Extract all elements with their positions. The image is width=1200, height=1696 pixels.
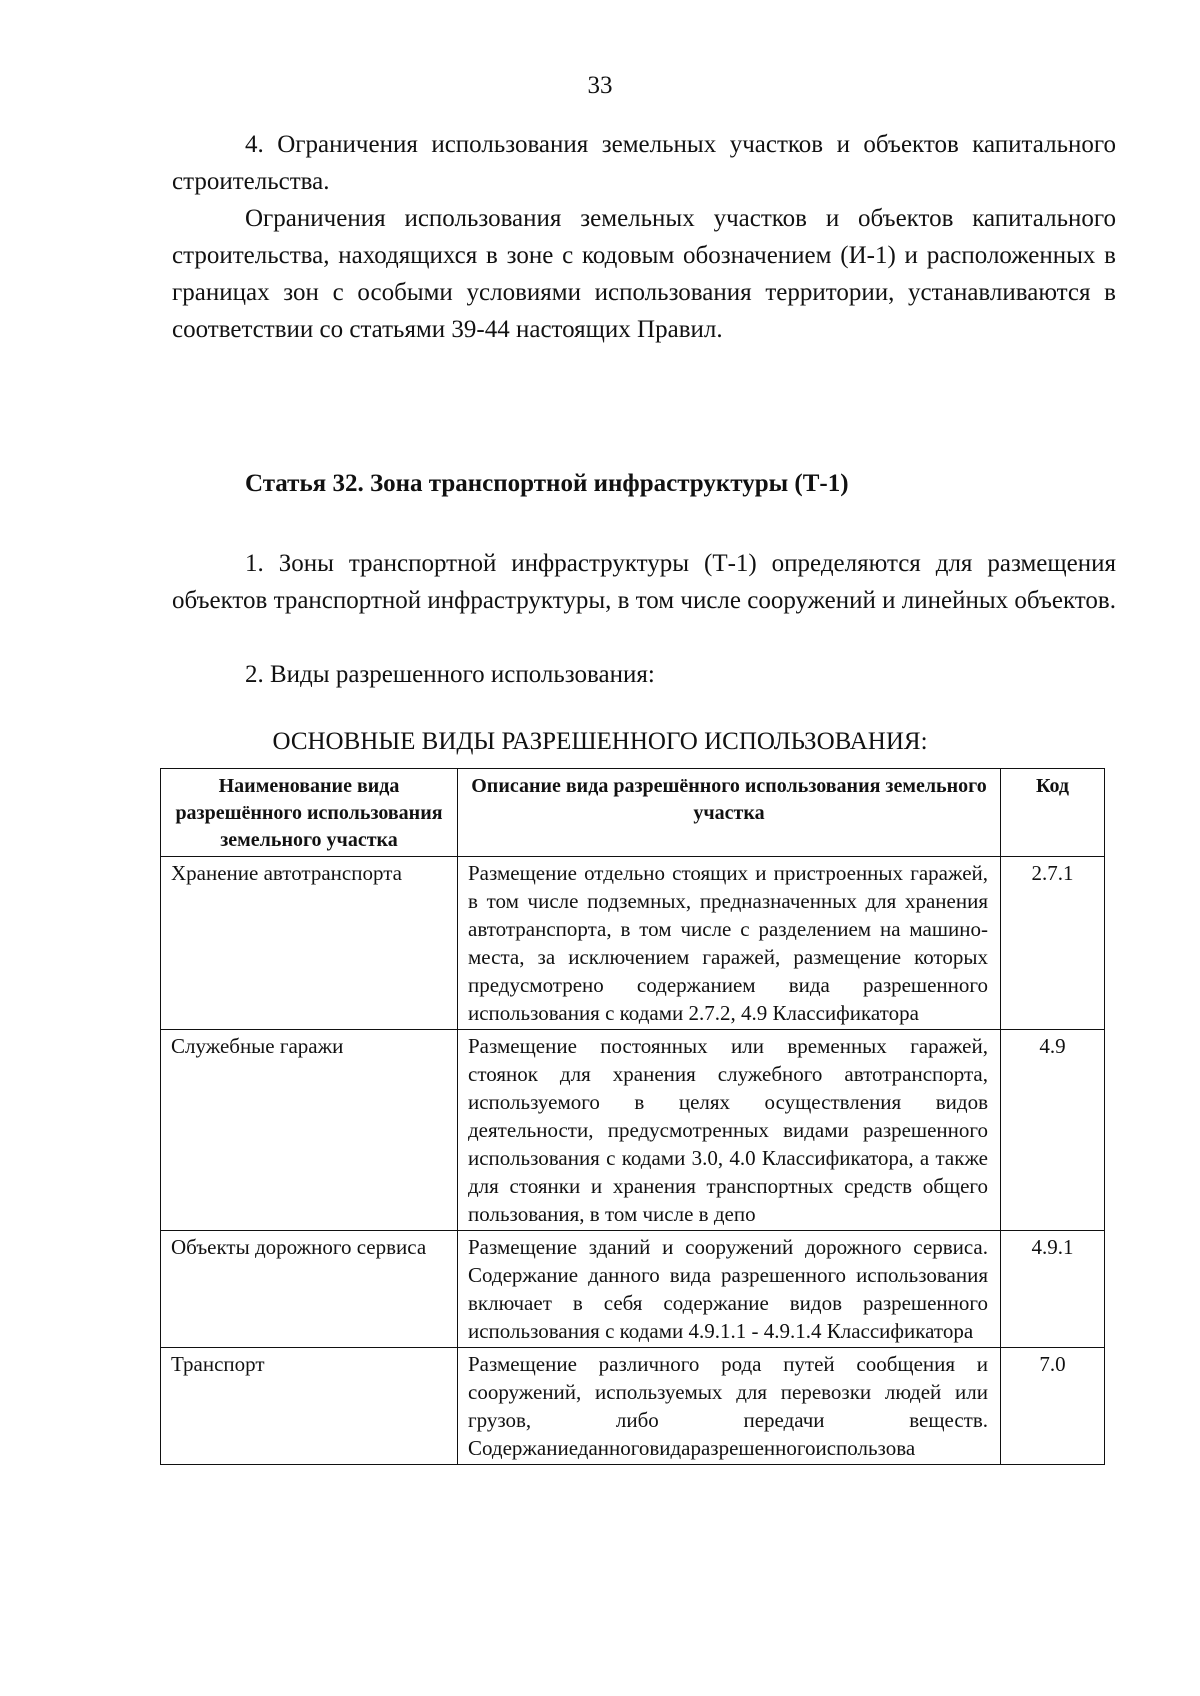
row-code: 4.9.1 xyxy=(1001,1231,1105,1348)
land-use-table xyxy=(160,768,1105,1465)
row-description: Размещение различного рода путей сообщения и сооружений, используемых для перевозки людей или грузов, либо передачи веществ. Содержаниеданноговидаразрешенногоиспользова xyxy=(458,1348,1001,1465)
section-4-body: Ограничения использования земельных участков и объектов капитального строительства, находящихся в зоне с кодовым обозначением (И-1) и расположенных в границах зон с особыми условиями использования территории, устанавливаются в соответствии со статьями 39-44 настоящих Правил. xyxy=(172,205,1116,343)
table-row xyxy=(161,1348,1105,1465)
row-description: Размещение постоянных или временных гаражей, стоянок для хранения служебного автотранспорта, используемого в целях осуществления видов деятельности, предусмотренных видами разрешенного использования с кодами 3.0, 4.0 Классификатора, а также для стоянки и хранения транспортных средств общего пользования, в том числе в депо xyxy=(458,1030,1001,1231)
column-header-description: Описание вида разрешённого использования земельного участка xyxy=(458,769,1001,857)
article-paragraph-2: 2. Виды разрешенного использования: xyxy=(245,661,655,688)
table-row xyxy=(161,857,1105,1030)
row-code: 4.9 xyxy=(1001,1030,1105,1231)
article-heading: Статья 32. Зона транспортной инфраструктуры (Т-1) xyxy=(245,470,849,497)
section-4-lead: 4. Ограничения использования земельных участков и объектов капитального строительства. xyxy=(172,131,1116,195)
row-name: Служебные гаражи xyxy=(161,1030,458,1231)
table-row xyxy=(161,1030,1105,1231)
page-number: 33 xyxy=(587,72,613,99)
article-paragraph-1: 1. Зоны транспортной инфраструктуры (Т-1) определяются для размещения объектов транспортной инфраструктуры, в том числе сооружений и линейных объектов. xyxy=(172,550,1116,614)
row-description: Размещение зданий и сооружений дорожного сервиса. Содержание данного вида разрешенного использования включает в себя содержание видов разрешенного использования с кодами 4.9.1.1 - 4.9.1.4 Классификатора xyxy=(458,1231,1001,1348)
column-header-name: Наименование вида разрешённого использования земельного участка xyxy=(161,769,458,857)
row-name: Объекты дорожного сервиса xyxy=(161,1231,458,1348)
table-row xyxy=(161,1231,1105,1348)
table-header-row xyxy=(161,769,1105,857)
row-code: 2.7.1 xyxy=(1001,857,1105,1030)
row-code: 7.0 xyxy=(1001,1348,1105,1465)
column-header-code: Код xyxy=(1001,769,1105,857)
row-description: Размещение отдельно стоящих и пристроенных гаражей, в том числе подземных, предназначенных для хранения автотранспорта, в том числе с разделением на машино-места, за исключением гаражей, размещение которых предусмотрено содержанием вида разрешенного использования с кодами 2.7.2, 4.9 Классификатора xyxy=(458,857,1001,1030)
row-name: Хранение автотранспорта xyxy=(161,857,458,1030)
row-name: Транспорт xyxy=(161,1348,458,1465)
table-caption: ОСНОВНЫЕ ВИДЫ РАЗРЕШЕННОГО ИСПОЛЬЗОВАНИЯ: xyxy=(272,728,928,755)
